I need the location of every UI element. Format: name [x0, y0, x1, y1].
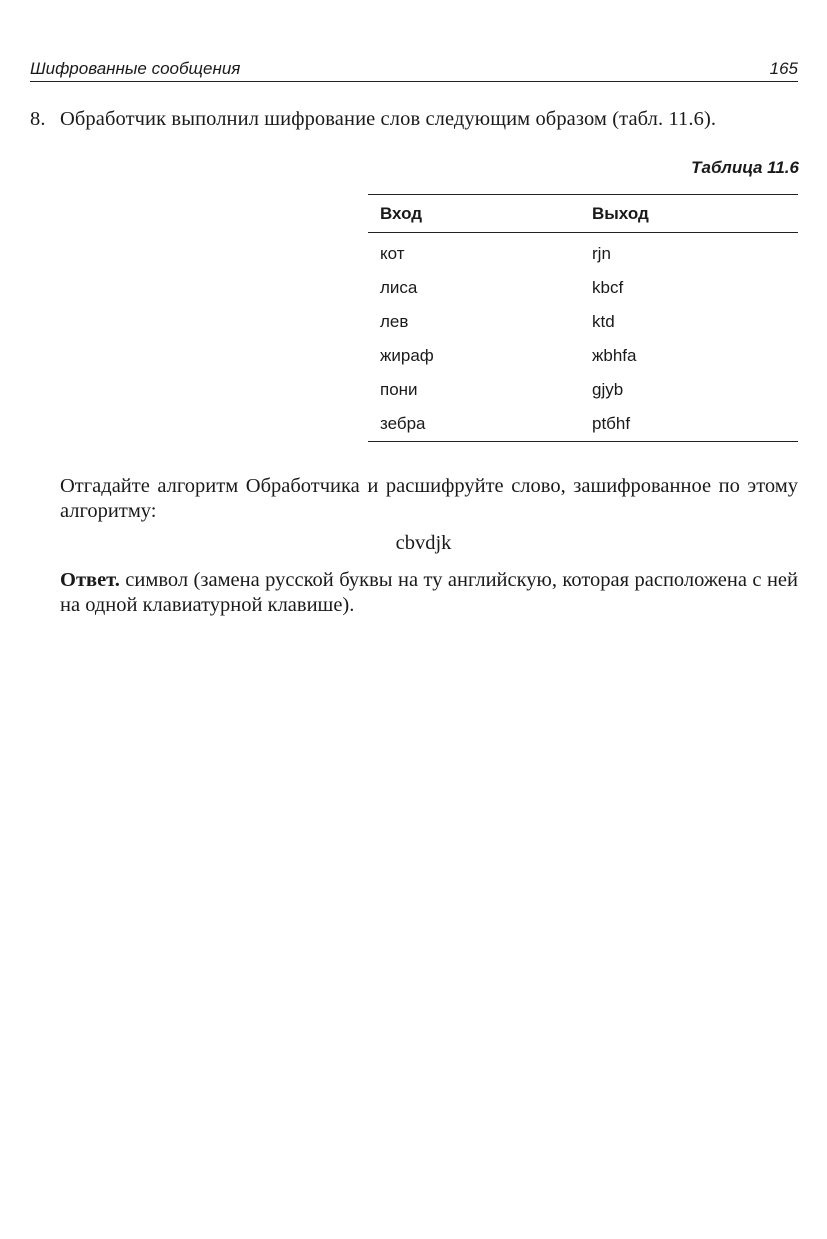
- cell-input: зебра: [380, 414, 426, 433]
- table-caption: Таблица 11.6: [691, 158, 799, 177]
- page-number: 165: [769, 59, 798, 78]
- cell-input: лев: [380, 312, 409, 331]
- table-row: [368, 305, 798, 339]
- cell-input: кот: [380, 244, 405, 263]
- cell-output: жbhfa: [592, 346, 637, 365]
- table-row: [368, 271, 798, 305]
- problem-text: Обработчик выполнил шифрование слов следующим образом (табл. 11.6).: [60, 108, 717, 130]
- column-header-output: Выход: [580, 195, 798, 233]
- cell-input: лиса: [380, 278, 418, 297]
- cell-output: kbcf: [592, 278, 624, 297]
- cipher-word: cbvdjk: [395, 532, 452, 554]
- cipher-table: [368, 194, 798, 442]
- cell-output: rjn: [592, 244, 611, 263]
- problem-number: 8.: [30, 108, 46, 130]
- cell-input: жираф: [380, 346, 434, 365]
- task-paragraph: Отгадайте алгоритм Обработчика и расшифруйте слово, зашифрованное по этому алгоритму:: [60, 475, 798, 522]
- cell-output: gjyb: [592, 380, 624, 399]
- table-row: [368, 339, 798, 373]
- answer-paragraph: [60, 568, 798, 618]
- table-row: [368, 233, 798, 272]
- table-row: [368, 373, 798, 407]
- column-header-input: Вход: [368, 195, 580, 233]
- cell-output: ktd: [592, 312, 615, 331]
- answer-text: символ (замена русской буквы на ту английскую, которая расположена с ней на одной клавиатурной клавише).: [60, 569, 798, 616]
- problem-statement: [30, 108, 800, 131]
- answer-label: Ответ.: [60, 569, 120, 591]
- cell-input: пони: [380, 380, 418, 399]
- table-header-row: [368, 195, 798, 233]
- table-row: [368, 407, 798, 442]
- section-title: Шифрованные сообщения: [30, 59, 241, 78]
- running-header: [30, 59, 798, 82]
- cell-output: ptбhf: [592, 414, 631, 433]
